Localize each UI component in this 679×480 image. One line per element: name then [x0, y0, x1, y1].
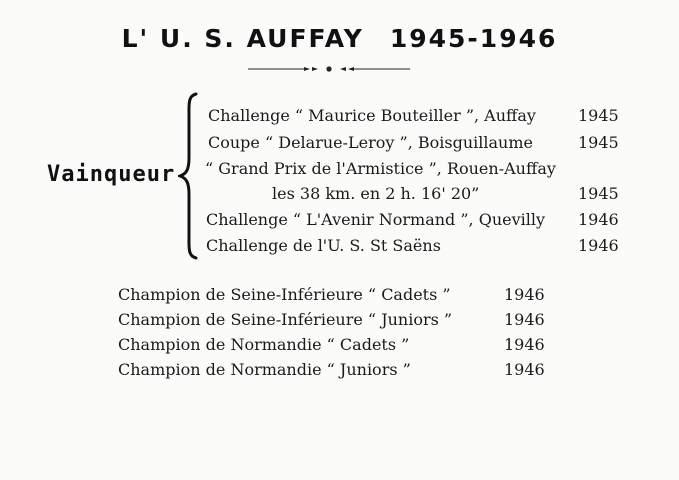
page-title [0, 24, 679, 53]
ornament-divider [248, 66, 410, 72]
winner-label: Vainqueur [47, 162, 176, 187]
victory-year: 1945 [578, 106, 619, 125]
championship-year: 1946 [504, 335, 545, 354]
victory-entry: “ Grand Prix de l'Armistice ”, Rouen-Auffay [205, 159, 556, 178]
victory-year: 1946 [578, 210, 619, 229]
club-name: L' U. S. AUFFAY [121, 24, 364, 53]
victory-year: 1945 [578, 133, 619, 152]
championship-entry: Champion de Normandie “ Juniors ” [118, 360, 411, 379]
championship-entry: Champion de Normandie “ Cadets ” [118, 335, 410, 354]
championship-entry: Champion de Seine-Inférieure “ Cadets ” [118, 285, 451, 304]
victory-entry: Challenge “ Maurice Bouteiller ”, Auffay [208, 106, 536, 125]
victory-entry-detail: les 38 km. en 2 h. 16' 20” [272, 184, 480, 203]
championship-year: 1946 [504, 310, 545, 329]
victory-year: 1945 [578, 184, 619, 203]
championship-year: 1946 [504, 360, 545, 379]
championship-entry: Champion de Seine-Inférieure “ Juniors ” [118, 310, 453, 329]
victory-entry: Challenge “ L'Avenir Normand ”, Quevilly [206, 210, 546, 229]
brace [178, 92, 200, 260]
victory-entry: Challenge de l'U. S. St Saëns [206, 236, 441, 255]
season: 1945-1946 [389, 24, 558, 53]
victory-entry: Coupe “ Delarue-Leroy ”, Boisguillaume [208, 133, 533, 152]
victory-year: 1946 [578, 236, 619, 255]
championship-year: 1946 [504, 285, 545, 304]
